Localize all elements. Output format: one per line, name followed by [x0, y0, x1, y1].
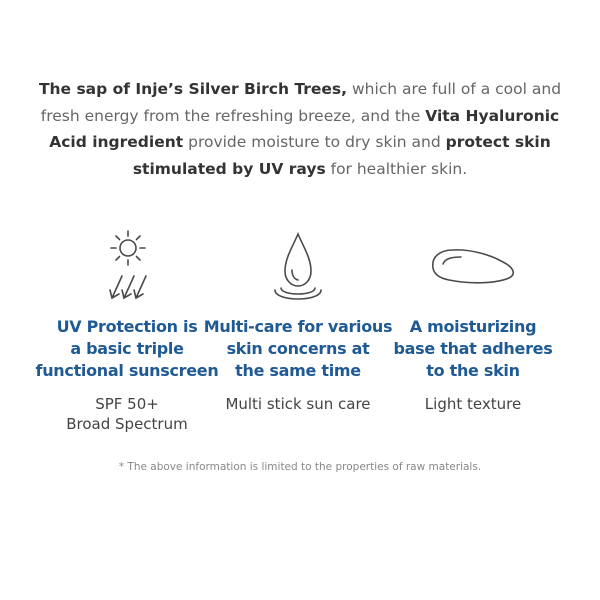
- water-drop-icon: [263, 226, 333, 306]
- intro-bold-birch: The sap of Inje’s Silver Birch Trees,: [38, 80, 348, 98]
- disclaimer-note: * The above information is limited to the properties of raw materials.: [118, 461, 482, 473]
- intro-bold-protect: protect skin stimulated by UV rays: [132, 133, 551, 178]
- intro-bold-hyaluronic: Vita Hyaluronic Acid ingredient: [49, 106, 560, 151]
- feature-uv-headline: UV Protection is a basic triple functional sunscreen: [35, 317, 219, 380]
- feature-multi-care-headline: Multi-care for various skin concerns at the same time: [203, 317, 393, 380]
- feature-multi-care-subtext: Multi stick sun care: [225, 395, 371, 413]
- intro-paragraph: [30, 76, 570, 182]
- feature-uv-subtext: SPF 50+ Broad Spectrum: [66, 395, 188, 433]
- feature-list: [0, 226, 600, 436]
- feature-moisturizing: [373, 226, 573, 414]
- feature-moisturizing-headline: A moisturizing base that adheres to the skin: [393, 317, 553, 380]
- intro-text-3: for healthier skin.: [325, 159, 468, 178]
- feature-uv-protection: [27, 226, 227, 434]
- sun-uv-icon: [92, 226, 162, 306]
- texture-blob-icon: [423, 226, 523, 306]
- intro-text-1: which are full of a cool and fresh energy from the refreshing breeze, and the: [40, 80, 562, 125]
- feature-multi-care: [198, 226, 398, 414]
- feature-moisturizing-subtext: Light texture: [424, 395, 522, 413]
- intro-text-2: provide moisture to dry skin and: [183, 133, 446, 151]
